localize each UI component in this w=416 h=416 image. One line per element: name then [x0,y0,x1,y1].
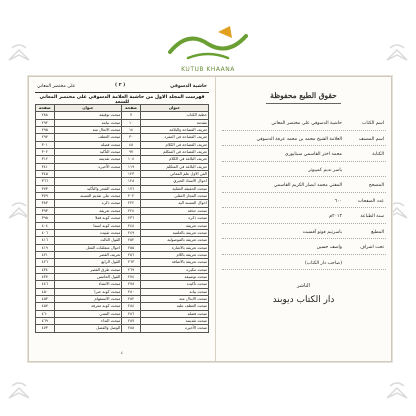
imprint-label: سنة الطباعة [360,214,384,219]
imprint-value: (صاحب دار الكتاب) [304,260,342,266]
entry-title: مبحث تأكيده [140,281,208,288]
table-row [36,185,209,192]
entry-page: ٤٨ [122,141,141,148]
entry-page: ٣٦٦ [36,178,55,185]
entry-title: مبحث الأخيره [54,163,122,170]
imprint-dotted-line [222,207,386,208]
imprint-label: تحت اشراف [360,245,384,250]
entry-page: ٤٠٤ [36,222,55,229]
entry-page: ٤١٦ [36,237,55,244]
imprint-label: المصحح [368,183,384,188]
entry-page: ٢٩٧ [36,134,55,141]
book-logo-icon [6,378,32,404]
imprint-details [222,117,386,272]
entry-page: ٣٧٣ [36,185,55,192]
entry-page: ٢٨٤ [122,303,141,310]
entry-page: ٢٨٨ [122,325,141,332]
imprint-row [222,210,386,226]
entry-title: مبحث تعريفه بالعلمية [140,229,208,236]
site-logo [158,22,258,82]
imprint-dotted-line [222,254,386,255]
entry-page: ٤٣٤ [36,266,55,273]
entry-page: ٤٢٦ [36,259,55,266]
imprint-title: حقوق الطبع محفوظة [270,91,337,100]
entry-title: مبحث تعريفه [140,222,208,229]
entry-page: ١٠٤ [122,156,141,163]
entry-page: ٤٥٣ [36,295,55,302]
entry-page: ٢٥٦ [122,251,141,258]
entry-title: تعريف البلاغة في المتكلم [140,163,208,170]
entry-page: ٣٩٣ [36,207,55,214]
entry-title: تعريف الفصاحة في الكلام [140,141,208,148]
imprint-label: اسم المصنف [358,136,384,142]
table-row [36,266,209,273]
entry-title: مبحث النداء [54,317,122,324]
imprint-value: محمد اختر القاسمي سيتاپوري [284,152,342,157]
column-header-title: عنوان [140,105,208,112]
entry-title: مبحث توصيفه [140,273,208,280]
table-row [36,163,209,170]
logo-mark-icon [158,22,258,66]
book-logo-icon [384,378,410,404]
book-spread [28,76,392,362]
contents-header-row [36,105,209,112]
imprint-dotted-line [222,145,386,146]
entry-page: ٤٥٠ [36,288,55,295]
entry-title: مبحث حذفه [140,207,208,214]
entry-title: مبحث ذكره [54,200,122,207]
contents-table [35,104,209,333]
table-row [36,229,209,236]
imprint-label: عدد الصفحات [357,198,384,204]
entry-title: مبحث الانشاء [54,281,122,288]
imprint-row [222,241,386,257]
entry-page: ٤٣٧ [36,273,55,280]
imprint-dotted-line [222,269,386,270]
table-row [36,317,209,324]
entry-page: ٣٨٣ [36,200,55,207]
table-row [36,251,209,258]
entry-page: ٢٨٦ [122,310,141,317]
imprint-page [216,77,391,361]
entry-title: تعريف القصر [54,251,122,258]
table-row [36,215,209,222]
entry-title: مبحث تعريفه بالاضافة [140,259,208,266]
table-row [36,237,209,244]
table-row [36,200,209,207]
entry-title: احوال الاسناد الخبري [140,178,208,185]
entry-title: تعريف الفصاحة في المتكلم [140,149,208,156]
entry-title: تعريف الفصاحة والبلاغة [140,127,208,134]
entry-page: ٣٤١ [36,163,55,170]
entry-title: مبحث المجاز العقلي [140,193,208,200]
entry-page: ١٢٣ [122,171,141,178]
table-row [36,149,209,156]
imprint-value: ٢٠١٢م [329,214,342,219]
entry-page: ٤٧٣ [36,325,55,332]
entry-page: ٤٠٦ [36,229,55,236]
entry-title: مبحث العطف [54,134,122,141]
entry-page: ١٧٦ [122,185,141,192]
contents-page [29,77,216,361]
imprint-value: ياسر نديم كمپيوتر [308,167,342,173]
logo-latin-text: KUTUB KHAANA [181,66,235,73]
entry-title: الفن الاول علم المعاني [140,171,208,178]
entry-title: مبحث طرق القصر [54,266,122,273]
imprint-value: العلامة الشيخ محمد بن محمد عرفة الدسوقي [256,136,342,142]
table-row [36,281,209,288]
imprint-label: اسم الكتاب [362,121,384,126]
entry-title [54,171,122,178]
entry-title: مبحث الحقيقة العقلية [140,185,208,192]
entry-page: ٢٧٨ [122,281,141,288]
contents-title: فهرست المجلد الاول من حاشية العلامة الدسوقي على مختصر المعاني للسعد [39,95,205,105]
table-row [36,193,209,200]
imprint-row [222,133,386,149]
entry-title: خطبة الكتاب [140,112,208,119]
entry-title: مبحث بيانه [140,288,208,295]
entry-page: ٢٢٢ [122,200,141,207]
entry-title: مبحث الأخيره [140,325,208,332]
column-header-page: صفحه [122,105,141,112]
publisher-name: دار الكتاب ديوبند [272,295,335,305]
imprint-value: حاشية الدسوقي على مختصر المعاني [271,121,342,126]
entry-page: ٤٥٧ [36,303,55,310]
running-head-page: ( ٢ ) [115,83,126,88]
book-logo-icon [384,40,410,66]
entry-page: ٤٦٠ [36,310,55,317]
column-header-title: عنوان [54,105,122,112]
contents-rows [36,112,209,332]
entry-title: احوال المسند اليه [140,200,208,207]
imprint-label: المطبع [371,229,384,235]
imprint-row [222,257,386,273]
imprint-value: باسرتيم فوتو آفسيت [302,229,342,235]
entry-title: مبحث تعريفه باللام [140,251,208,258]
imprint-dotted-line [222,161,386,162]
entry-title: مبحث التمني [54,310,122,317]
entry-page: ٤١٩ [36,244,55,251]
table-row [36,156,209,163]
publisher-block [216,283,391,305]
table-row [36,178,209,185]
entry-page: ٧ [122,112,141,119]
entry-page: ٣٠١ [36,141,55,148]
entry-page: ٤٤٦ [36,281,55,288]
table-row [36,119,209,126]
entry-title: مبحث ذكره [140,215,208,222]
entry-page: ٣٠٢ [36,149,55,156]
running-head-subtitle: على مختصر المعاني [37,84,76,89]
entry-title [54,178,122,185]
entry-title: مبحث كونه فعلا [54,215,122,222]
entry-title: مبحث كونه خبرا [54,288,122,295]
entry-page: ٢٤٩ [122,229,141,236]
entry-title: تعريف الفصاحة في المفرد [140,134,208,141]
entry-title: مبحث الانعال منه [54,127,122,134]
imprint-label: الكتابة [372,152,384,157]
imprint-dotted-line [222,176,386,177]
table-row [36,141,209,148]
table-row [36,171,209,178]
entry-page: ٢٨٠ [122,288,141,295]
entry-title: مبحث توقيفه [54,112,122,119]
entry-title: احوال متعلقات الفعل [54,244,122,251]
entry-title: مبحث تقديمه [54,156,122,163]
entry-title: مبحث العطف عليه [140,303,208,310]
entry-title: القول الرابع [54,259,122,266]
entry-title: القول الخامس [54,273,122,280]
imprint-row [222,226,386,242]
entry-page: ٢٢٤ [122,207,141,214]
entry-page: ١٢٨ [122,178,141,185]
entry-title: مبحث تعريفه بالموصولية [140,237,208,244]
imprint-title-rule [266,103,341,104]
entry-title: مبحث كونه اسما [54,222,122,229]
table-row [36,310,209,317]
table-row [36,207,209,214]
entry-title: مبحث كونه معرفة [54,303,122,310]
imprint-dotted-line [222,238,386,239]
imprint-dotted-line [222,130,386,131]
entry-title: مبحث تعريفه بالاشارة [140,244,208,251]
entry-page: ١١٩ [122,163,141,170]
table-row [36,288,209,295]
imprint-row [222,164,386,180]
table-row [36,295,209,302]
table-row [36,273,209,280]
entry-page: ٩٧ [122,149,141,156]
table-row [36,222,209,229]
table-row [36,127,209,134]
imprint-dotted-line [222,192,386,193]
entry-page: ٣٩٥ [36,215,55,222]
entry-page: ٢٥٥ [122,244,141,251]
entry-title: مبحث فصله [140,310,208,317]
running-head-rule [35,92,209,93]
column-header-page: صفحه [36,105,55,112]
publisher-label: الناشر [297,283,310,289]
entry-title: مبحث تعريفه [54,207,122,214]
imprint-row [222,117,386,133]
entry-title: الوصل والفصل [54,325,122,332]
entry-page: ٢٨٨ [36,112,55,119]
entry-title: مقدمة [140,119,208,126]
imprint-row [222,148,386,164]
imprint-dotted-line [222,223,386,224]
entry-page: ٢٨٧ [122,317,141,324]
entry-page: ٢٩٥ [36,127,55,134]
table-row [36,112,209,119]
entry-page: ٣٠ [122,134,141,141]
entry-title: مبحث التأكيد [54,149,122,156]
imprint-row [222,195,386,211]
page-number: ٤ [120,350,124,355]
entry-page: ٢٦٩ [122,266,141,273]
entry-page: ٣١٢ [36,156,55,163]
entry-page: ٢٨٢ [122,295,141,302]
entry-page: ٣٤٥ [36,171,55,178]
entry-page: ٤٦٩ [36,317,55,324]
table-row [36,325,209,332]
entry-title: مبحث على تقديم المسند [54,193,122,200]
entry-page: ١٤ [122,127,141,134]
running-head-book: حاشية الدسوقي [170,84,207,89]
entry-page: ٢٦٣ [122,259,141,266]
entry-title: مبحث الابدال منه [140,295,208,302]
entry-page: ٢٩٢ [36,119,55,126]
entry-title: مبحث الشعر والتأكيد [54,185,122,192]
imprint-value: واصف حسين [316,245,342,250]
imprint-row [222,179,386,195]
entry-title: مبحث نيابته [54,119,122,126]
book-logo-icon [6,40,32,66]
entry-page: ٢٣٦ [122,215,141,222]
entry-page: ٢٥٢ [122,237,141,244]
table-row [36,134,209,141]
imprint-value: المفتي محمد ابصار الكريم القاسمي [273,183,342,188]
entry-title: مبحث تنكيره [140,266,208,273]
entry-title: مبحث تقديمه [140,317,208,324]
entry-page: ١٠ [122,119,141,126]
entry-title: مبحث الاستفهام [54,295,122,302]
entry-title: تعريف البلاغة في الكلام [140,156,208,163]
entry-page: ٣٧٩ [36,193,55,200]
table-row [36,259,209,266]
table-row [36,244,209,251]
entry-page: ٢٤٤ [122,222,141,229]
entry-page: ٢٧٤ [122,273,141,280]
table-row [36,303,209,310]
imprint-value: ٦٠٠ [334,198,342,204]
entry-title: القول الثالث [54,237,122,244]
entry-title: مبحث تقييده [54,229,122,236]
entry-page: ٤٢١ [36,251,55,258]
entry-title: مبحث فصله [54,141,122,148]
entry-page: ٢٠٢ [122,193,141,200]
